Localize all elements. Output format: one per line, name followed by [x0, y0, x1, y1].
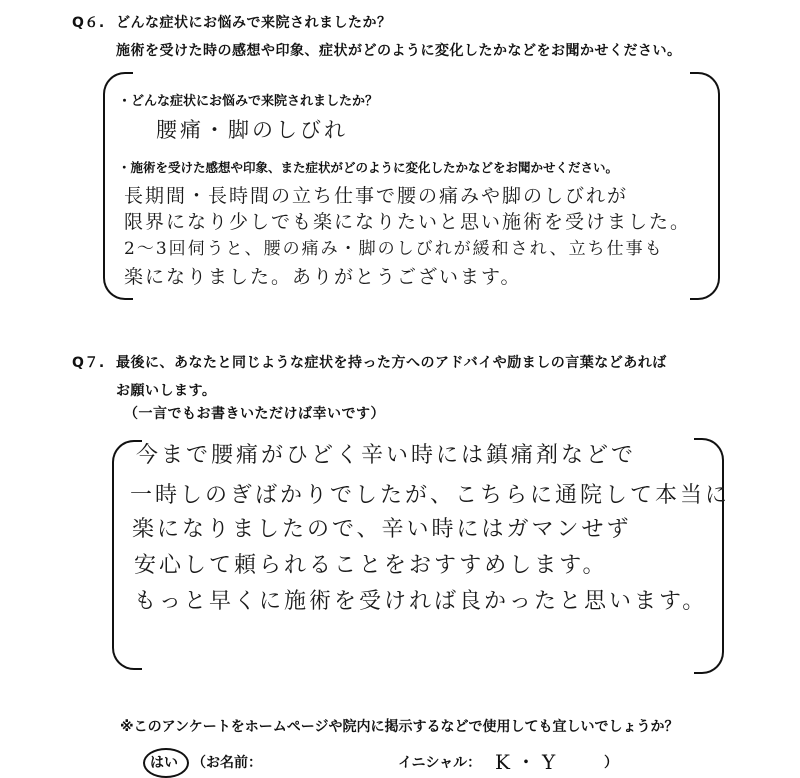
q6-answer-1: 腰痛・脚のしびれ [156, 118, 348, 142]
q7-heading [72, 352, 667, 372]
q6-subquestion-2: ・施術を受けた感想や印象、また症状がどのように変化したかなどをお聞かせください。 [118, 160, 619, 175]
q6-question-line2: 施術を受けた時の感想や印象、症状がどのように変化したかなどをお聞かせください。 [116, 43, 682, 59]
q6-answer-2-line-1: 長期間・長時間の立ち仕事で腰の痛みや脚のしびれが [124, 185, 629, 207]
q6-subquestion-1: ・どんな症状にお悩みで来院されましたか？ [118, 94, 379, 109]
initial-value: K・Y [495, 750, 562, 774]
name-label: （お名前： [192, 755, 262, 771]
q7-label: Q７. [72, 355, 105, 371]
q7-answer-line-2: 一時しのぎばかりでしたが、こちらに通院して本当に [130, 483, 731, 508]
q7-answer-line-4: 安心して頼られることをおすすめします。 [134, 553, 608, 578]
q6-answer-2-line-2: 限界になり少しでも楽になりたいと思い施術を受けました。 [124, 211, 692, 233]
q6-label: Q６. [72, 15, 105, 31]
q7-question-line1: 最後に、あなたと同じような症状を持った方へのアドバイや励ましの言葉などあれば [116, 355, 667, 371]
yes-option: はい [150, 755, 178, 771]
q7-answer-line-5: もっと早くに施術を受ければ良かったと思います。 [134, 589, 708, 614]
q7-question-line2: お願いします。 [116, 383, 217, 399]
q7-box-right-bracket [694, 438, 724, 674]
initial-label: イニシャル： [398, 755, 482, 771]
q7-answer-line-1: 今まで腰痛がひどく辛い時には鎮痛剤などで [136, 443, 637, 468]
q6-heading [72, 12, 392, 32]
q7-question-line3: （一言でもお書きいただけば幸いです） [124, 406, 385, 422]
q7-answer-line-3: 楽になりましたので、辛い時にはガマンせず [132, 517, 632, 542]
q6-question-line1: どんな症状にお悩みで来院されましたか？ [116, 15, 392, 31]
consent-question: ※このアンケートをホームページや院内に掲示するなどで使用しても宜しいでしょうか？ [120, 719, 679, 735]
q6-answer-2-line-4: 楽になりました。ありがとうございます。 [124, 266, 522, 288]
q6-answer-2-line-3: 2～3回伺うと、腰の痛み・脚のしびれが緩和され、立ち仕事も [124, 239, 664, 259]
close-paren: ） [604, 755, 618, 771]
q6-box-right-bracket [690, 72, 720, 300]
